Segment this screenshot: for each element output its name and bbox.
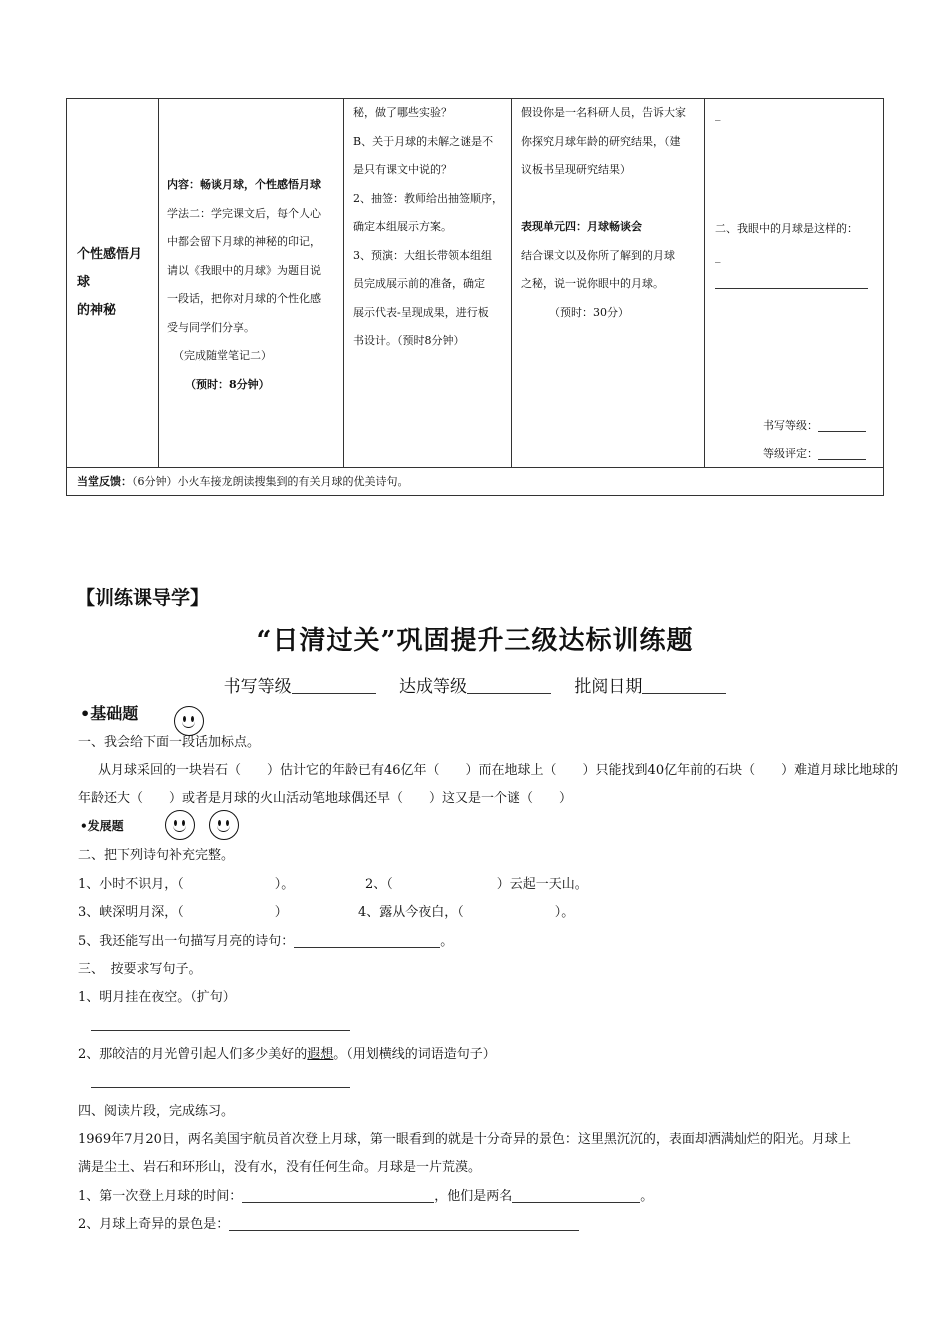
table-cell-tasks	[521, 99, 703, 327]
q4-item	[78, 1213, 579, 1232]
table-divider	[158, 99, 159, 467]
steps-line: 秘，做了哪些实验？	[353, 106, 452, 119]
topic-line: 的神秘	[77, 303, 117, 318]
method-text: 学法二：学完课文后，每个人心	[167, 206, 321, 220]
steps-line: 确定本组展示方案。	[353, 220, 452, 233]
feedback-text: （6分钟）小火车接龙朗读搜集到的有关月球的优美诗句。	[132, 475, 409, 488]
smiley-icon	[209, 810, 239, 840]
tasks-line: 表现单元四：月球畅谈会	[521, 220, 642, 233]
notes-line: 二、我眼中的月球是这样的：	[715, 221, 858, 235]
q4-title: 四、阅读片段，完成练习。	[78, 1104, 235, 1119]
q1-text: 从月球采回的一块岩石（ ）估计它的年龄已有46亿年（ ）而在地球上（ ）只能找到40亿年前的石块（ ）难道月球比地球的	[98, 763, 899, 778]
achieve-grade-label: 达成等级	[399, 677, 467, 697]
q2-item: 2、（ ）云起一天山。	[365, 877, 588, 892]
q1-title: 一、我会给下面一段话加标点。	[78, 735, 261, 750]
tasks-line: 假设你是一名科研人员，告诉大家	[521, 106, 686, 119]
lesson-table	[66, 98, 884, 496]
tasks-line: （预时：30分）	[549, 305, 629, 319]
grading-row	[0, 672, 950, 697]
steps-line: B、关于月球的未解之谜是不	[353, 134, 494, 148]
q3-item	[78, 1043, 496, 1062]
tasks-line: 你探究月球年龄的研究结果，（建	[521, 134, 681, 148]
q3-title: 三、 按要求写句子。	[78, 962, 202, 977]
q4-1-label: ，他们是两名	[434, 1189, 513, 1204]
table-cell-topic	[77, 241, 157, 325]
writing-grade-row	[763, 412, 866, 441]
steps-line: 是只有课文中说的？	[353, 163, 452, 176]
basic-heading: •基础题	[80, 704, 139, 723]
table-divider	[67, 467, 883, 468]
table-cell-content	[167, 171, 342, 399]
content-line: （完成随堂笔记二）	[173, 349, 272, 362]
spacer	[521, 185, 703, 214]
q4-2-label: 2、月球上奇异的景色是：	[78, 1217, 230, 1232]
topic-line: 个性感悟月	[77, 247, 143, 262]
tasks-line: 之秘，说一说你眼中的月球。	[521, 277, 664, 290]
q3-2-underlined-word: 遐想	[307, 1047, 334, 1062]
answer-line[interactable]	[91, 1030, 350, 1031]
writing-grade-label: 书写等级	[223, 677, 292, 697]
content-line: 请以《我眼中的月球》为题目说	[167, 263, 321, 277]
answer-blank[interactable]	[294, 933, 440, 948]
steps-line: 书设计。（预时8分钟）	[353, 334, 465, 347]
table-divider	[343, 99, 344, 467]
answer-blank[interactable]	[242, 1188, 434, 1203]
review-date-blank[interactable]	[642, 677, 726, 694]
q2-5-end: 。	[440, 934, 454, 949]
q3-item: 1、明月挂在夜空。（扩句）	[78, 990, 236, 1005]
steps-line: 员完成展示前的准备，确定	[353, 277, 485, 290]
q4-item	[78, 1185, 653, 1204]
q2-item: 1、小时不识月，（ ）。	[78, 877, 295, 892]
q2-title: 二、把下列诗句补充完整。	[78, 848, 235, 863]
answer-line[interactable]	[91, 1087, 350, 1088]
smiley-icon	[165, 810, 195, 840]
topic-line: 球	[77, 275, 91, 290]
writing-grade-blank[interactable]	[818, 417, 866, 432]
answer-blank[interactable]	[512, 1188, 640, 1203]
steps-line: 展示代表-呈现成果，进行板	[353, 305, 489, 319]
steps-line: 2、抽签：教师给出抽签顺序，	[353, 191, 503, 205]
q2-item: 3、峡深明月深，（ ）	[78, 905, 288, 920]
q2-item: 4、露从今夜白，（ ）。	[358, 905, 575, 920]
writing-grade-label: 书写等级：	[763, 419, 818, 432]
grade-eval-blank[interactable]	[818, 445, 866, 460]
section-title: 【训练课导学】	[76, 587, 210, 609]
q4-passage: 1969年7月20日，两名美国宇航员首次登上月球，第一眼看到的就是十分奇异的景色：这里黑沉沉的，表面却洒满灿烂的阳光。月球上	[78, 1132, 851, 1147]
content-line: 受与同学们分享。	[167, 320, 255, 334]
q3-2-text: 。（用划横线的词语造句子）	[333, 1047, 496, 1062]
tasks-line: 结合课文以及你所了解到的月球	[521, 248, 675, 262]
writing-grade-blank[interactable]	[292, 677, 376, 694]
steps-line: 3、预演：大组长带领本组组	[353, 248, 492, 262]
answer-blank[interactable]	[229, 1216, 579, 1231]
notes-dash: _	[715, 108, 721, 121]
content-line: （预时：8分钟）	[185, 377, 270, 391]
content-line: 中都会留下月球的神秘的印记，	[167, 235, 321, 248]
feedback-row	[77, 469, 409, 495]
tasks-line: 议板书呈现研究结果）	[521, 163, 631, 176]
grade-eval-label: 等级评定：	[763, 447, 818, 460]
content-line: 内容：畅谈月球，个性感悟月球	[167, 178, 321, 191]
content-line	[167, 200, 342, 229]
table-divider	[704, 99, 705, 467]
q2-5-label: 5、我还能写出一句描写月亮的诗句：	[78, 934, 295, 949]
feedback-label: 当堂反馈：	[77, 475, 132, 488]
table-divider	[511, 99, 512, 467]
q4-passage: 满是尘土、岩石和环形山，没有水，没有任何生命。月球是一片荒漠。	[78, 1160, 482, 1175]
q4-1-end: 。	[640, 1189, 654, 1204]
q3-2-text: 2、那皎洁的月光曾引起人们多少美好的	[78, 1047, 308, 1062]
answer-line	[715, 288, 868, 289]
main-title: “日清过关”巩固提升三级达标训练题	[256, 626, 694, 656]
achieve-grade-blank[interactable]	[467, 677, 551, 694]
grade-eval-row	[763, 440, 866, 469]
q1-text: 年龄还大（ ）或者是月球的火山活动笔地球偶还早（ ）这又是一个谜（ ）	[78, 791, 573, 806]
notes-dash: _	[715, 250, 721, 263]
q4-1-label: 1、第一次登上月球的时间：	[78, 1189, 243, 1204]
table-cell-notes	[715, 99, 880, 272]
q2-item	[78, 930, 453, 949]
table-cell-steps	[353, 99, 509, 356]
review-date-label: 批阅日期	[574, 677, 643, 697]
develop-heading: •发展题	[80, 819, 124, 833]
content-line: 一段话，把你对月球的个性化感	[167, 292, 321, 305]
